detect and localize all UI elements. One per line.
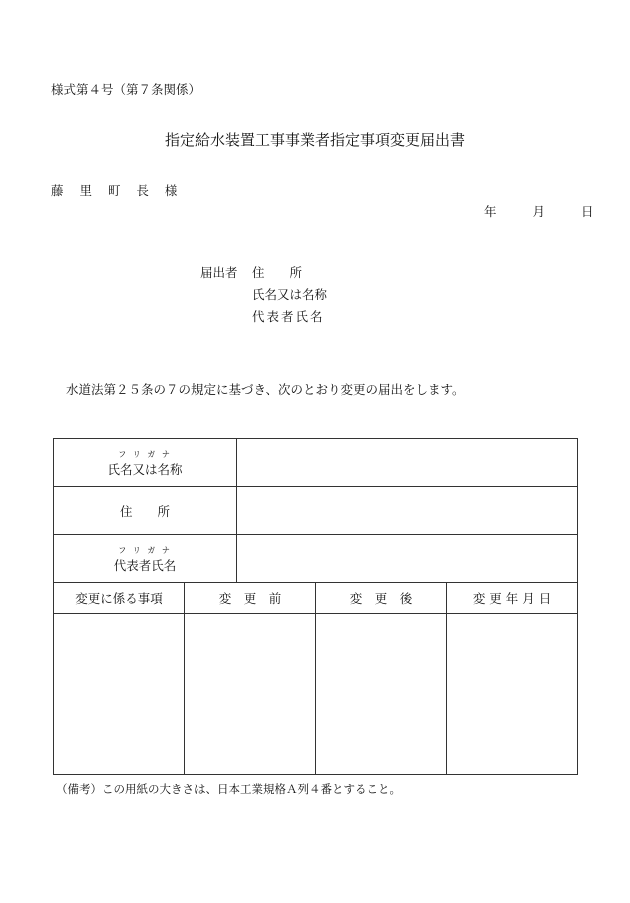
header-before-change: 変 更 前 [185, 583, 316, 614]
notifier-label: 届出者 [200, 265, 238, 280]
representative-row-label: 代表者氏名 [113, 557, 177, 573]
form-number: 様式第４号（第７条関係） [51, 82, 202, 97]
table-row [54, 487, 578, 535]
furigana-label: フ リ ガ ナ [118, 545, 172, 555]
address-value-cell[interactable] [237, 487, 578, 535]
header-after-change: 変 更 後 [316, 583, 447, 614]
notifier-name-label: 氏名又は名称 [252, 287, 328, 302]
representative-value-cell[interactable] [237, 535, 578, 583]
table-row [54, 614, 578, 775]
header-change-item: 変更に係る事項 [54, 583, 185, 614]
name-label-cell [54, 439, 237, 487]
change-date-cell[interactable] [447, 614, 578, 775]
change-form-table [53, 438, 578, 775]
notifier-block [200, 262, 334, 328]
name-value-cell[interactable] [237, 439, 578, 487]
remarks-note: （備考）この用紙の大きさは、日本工業規格Ａ列４番とすること。 [56, 782, 401, 796]
date-year: 年 [484, 204, 497, 219]
change-item-cell[interactable] [54, 614, 185, 775]
table-header-row [54, 583, 578, 614]
date-line [484, 202, 594, 220]
addressee: 藤 里 町 長 様 [51, 183, 184, 198]
statement-text: 水道法第２５条の７の規定に基づき、次のとおり変更の届出をします。 [66, 382, 465, 397]
after-change-cell[interactable] [316, 614, 447, 775]
date-day: 日 [581, 204, 594, 219]
table-row [54, 439, 578, 487]
header-change-date: 変 更 年 月 日 [447, 583, 578, 614]
representative-label-cell [54, 535, 237, 583]
furigana-label: フ リ ガ ナ [118, 449, 172, 459]
address-row-label: 住 所 [120, 503, 171, 519]
address-label-cell [54, 487, 237, 535]
date-month: 月 [532, 204, 546, 219]
table-row [54, 535, 578, 583]
notifier-address-label: 住 所 [252, 265, 303, 280]
name-row-label: 氏名又は名称 [107, 461, 183, 477]
notifier-representative-label: 代表者氏名 [252, 309, 325, 324]
document-title: 指定給水装置工事事業者指定事項変更届出書 [164, 131, 465, 149]
before-change-cell[interactable] [185, 614, 316, 775]
